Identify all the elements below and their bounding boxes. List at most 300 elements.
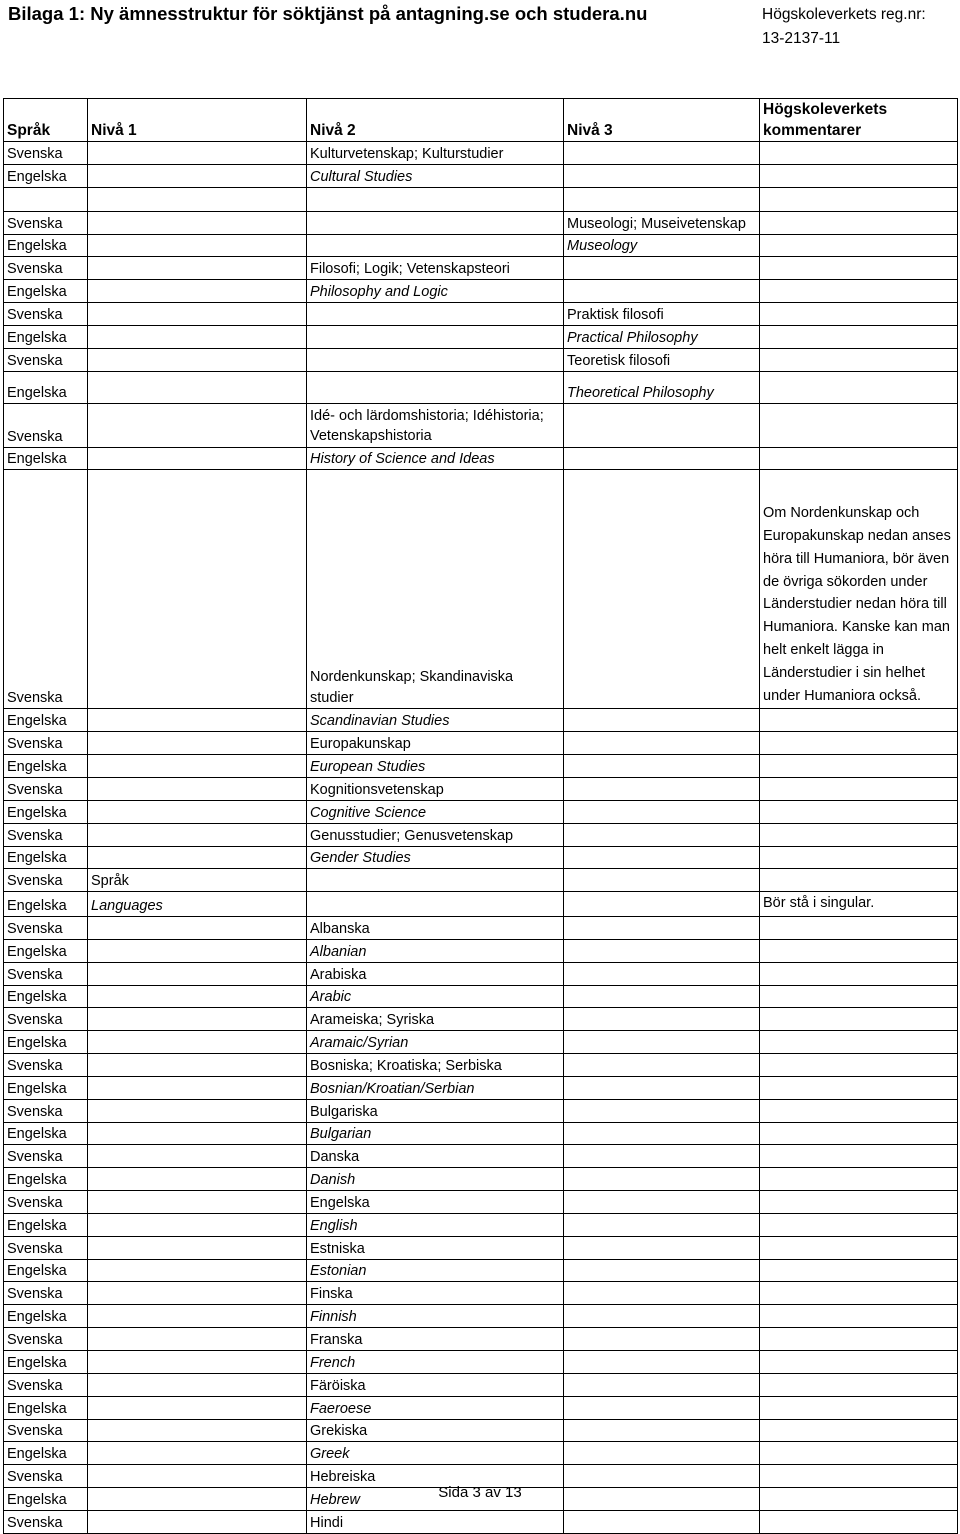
table-row — [4, 187, 958, 211]
cell-comment — [760, 1008, 958, 1031]
table-row — [4, 777, 958, 800]
cell-language: Engelska — [4, 939, 88, 962]
table-row — [4, 892, 958, 917]
cell-level-1 — [88, 846, 307, 869]
table-row — [4, 869, 958, 892]
cell-language: Engelska — [4, 709, 88, 732]
cell-language: Svenska — [4, 470, 88, 709]
cell-level-2: Europakunskap — [307, 732, 564, 755]
cell-level-2: Greek — [307, 1442, 564, 1465]
cell-language: Engelska — [4, 1076, 88, 1099]
cell-language: Engelska — [4, 1488, 88, 1511]
cell-language: Svenska — [4, 962, 88, 985]
cell-level-2: Arabic — [307, 985, 564, 1008]
table-header-row — [4, 99, 958, 142]
cell-comment — [760, 280, 958, 303]
table-row — [4, 1213, 958, 1236]
cell-level-1 — [88, 164, 307, 187]
cell-language: Svenska — [4, 777, 88, 800]
table-body — [4, 142, 958, 1534]
cell-level-2 — [307, 187, 564, 211]
cell-level-1: Languages — [88, 892, 307, 917]
cell-level-3 — [564, 1099, 760, 1122]
cell-language: Svenska — [4, 823, 88, 846]
cell-level-1 — [88, 280, 307, 303]
cell-level-3 — [564, 164, 760, 187]
cell-level-2: Franska — [307, 1328, 564, 1351]
cell-level-3 — [564, 1236, 760, 1259]
cell-comment — [760, 187, 958, 211]
cell-level-3 — [564, 1076, 760, 1099]
cell-comment — [760, 1122, 958, 1145]
cell-level-3 — [564, 142, 760, 165]
cell-language: Svenska — [4, 1054, 88, 1077]
cell-comment — [760, 1510, 958, 1533]
cell-level-3 — [564, 1396, 760, 1419]
cell-comment — [760, 1145, 958, 1168]
cell-level-3 — [564, 1282, 760, 1305]
table-row — [4, 1099, 958, 1122]
cell-level-1 — [88, 1076, 307, 1099]
cell-comment — [760, 1076, 958, 1099]
cell-level-2: Kognitionsvetenskap — [307, 777, 564, 800]
table-row — [4, 800, 958, 823]
cell-comment — [760, 447, 958, 470]
cell-level-1 — [88, 1145, 307, 1168]
cell-language: Svenska — [4, 1328, 88, 1351]
cell-language: Svenska — [4, 1373, 88, 1396]
cell-level-3 — [564, 962, 760, 985]
cell-level-3: Practical Philosophy — [564, 325, 760, 348]
cell-level-2: Scandinavian Studies — [307, 709, 564, 732]
cell-level-1 — [88, 1099, 307, 1122]
cell-level-3 — [564, 823, 760, 846]
table-row — [4, 211, 958, 234]
table-row — [4, 1168, 958, 1191]
table-row — [4, 1396, 958, 1419]
cell-level-1 — [88, 1510, 307, 1533]
table-row — [4, 447, 958, 470]
table-row — [4, 142, 958, 165]
cell-comment — [760, 709, 958, 732]
cell-level-1 — [88, 325, 307, 348]
registration-value: 13-2137-11 — [762, 30, 841, 47]
cell-level-3 — [564, 1351, 760, 1374]
cell-level-2: Hindi — [307, 1510, 564, 1533]
cell-level-1 — [88, 1213, 307, 1236]
cell-language: Engelska — [4, 1168, 88, 1191]
table-row — [4, 1510, 958, 1533]
table-row — [4, 1031, 958, 1054]
table-row — [4, 1442, 958, 1465]
cell-language: Svenska — [4, 1191, 88, 1214]
col-header-language: Språk — [4, 99, 88, 142]
page-number: Sida 3 av 13 — [438, 1484, 522, 1501]
cell-comment — [760, 962, 958, 985]
registration-label: Högskoleverkets reg.nr: — [762, 6, 926, 23]
cell-language: Svenska — [4, 869, 88, 892]
cell-level-2 — [307, 892, 564, 917]
cell-level-2: Gender Studies — [307, 846, 564, 869]
cell-comment — [760, 732, 958, 755]
cell-language: Svenska — [4, 1419, 88, 1442]
cell-level-2: Filosofi; Logik; Vetenskapsteori — [307, 257, 564, 280]
cell-comment — [760, 234, 958, 257]
cell-comment — [760, 211, 958, 234]
cell-comment — [760, 257, 958, 280]
cell-comment — [760, 371, 958, 403]
table-row — [4, 939, 958, 962]
cell-level-2: Faeroese — [307, 1396, 564, 1419]
cell-level-1 — [88, 187, 307, 211]
cell-language: Engelska — [4, 985, 88, 1008]
cell-level-2: Arabiska — [307, 962, 564, 985]
cell-language: Svenska — [4, 303, 88, 326]
cell-level-3 — [564, 1419, 760, 1442]
cell-level-2: English — [307, 1213, 564, 1236]
table-row — [4, 234, 958, 257]
cell-comment — [760, 1259, 958, 1282]
table-row — [4, 1145, 958, 1168]
cell-level-1 — [88, 371, 307, 403]
cell-language: Engelska — [4, 1031, 88, 1054]
cell-level-3: Praktisk filosofi — [564, 303, 760, 326]
cell-comment — [760, 1031, 958, 1054]
cell-level-3 — [564, 1442, 760, 1465]
table-row — [4, 1351, 958, 1374]
table-row — [4, 1419, 958, 1442]
cell-level-2: Estniska — [307, 1236, 564, 1259]
cell-comment — [760, 755, 958, 778]
cell-language: Svenska — [4, 1236, 88, 1259]
cell-comment — [760, 1054, 958, 1077]
cell-language: Engelska — [4, 1259, 88, 1282]
table-row — [4, 1259, 958, 1282]
cell-level-2: Grekiska — [307, 1419, 564, 1442]
table-row — [4, 470, 958, 709]
cell-comment — [760, 403, 958, 447]
cell-level-1 — [88, 777, 307, 800]
cell-level-3: Museologi; Museivetenskap — [564, 211, 760, 234]
cell-level-1 — [88, 1396, 307, 1419]
cell-language: Svenska — [4, 1145, 88, 1168]
cell-level-2: Genusstudier; Genusvetenskap — [307, 823, 564, 846]
cell-language: Engelska — [4, 371, 88, 403]
cell-level-3 — [564, 1328, 760, 1351]
cell-language: Engelska — [4, 1396, 88, 1419]
cell-level-2: Hebreiska — [307, 1465, 564, 1488]
cell-level-1 — [88, 1282, 307, 1305]
cell-level-3: Museology — [564, 234, 760, 257]
table-row — [4, 1328, 958, 1351]
table-row — [4, 846, 958, 869]
cell-comment — [760, 1236, 958, 1259]
cell-level-2: Cognitive Science — [307, 800, 564, 823]
col-header-comments-line2: kommentarer — [763, 122, 862, 139]
cell-level-2: Finnish — [307, 1305, 564, 1328]
cell-level-3 — [564, 1122, 760, 1145]
cell-level-3 — [564, 755, 760, 778]
cell-comment — [760, 777, 958, 800]
col-header-comments-line1: Högskoleverkets — [763, 101, 888, 118]
cell-comment — [760, 1305, 958, 1328]
cell-level-3 — [564, 470, 760, 709]
cell-level-2: French — [307, 1351, 564, 1374]
cell-level-2: Idé- och lärdomshistoria; Idéhistoria; Vetenskapshistoria — [307, 403, 564, 447]
cell-language: Svenska — [4, 403, 88, 447]
cell-level-1 — [88, 939, 307, 962]
cell-language: Engelska — [4, 1122, 88, 1145]
cell-language: Engelska — [4, 1351, 88, 1374]
cell-level-1 — [88, 985, 307, 1008]
cell-level-2: Bosnian/Kroatian/Serbian — [307, 1076, 564, 1099]
cell-level-3 — [564, 280, 760, 303]
cell-comment — [760, 1419, 958, 1442]
cell-level-3 — [564, 1213, 760, 1236]
cell-level-2 — [307, 325, 564, 348]
table-row — [4, 403, 958, 447]
cell-language: Engelska — [4, 1305, 88, 1328]
cell-level-2: Albanska — [307, 916, 564, 939]
table-row — [4, 325, 958, 348]
cell-language: Svenska — [4, 1099, 88, 1122]
cell-level-1 — [88, 1442, 307, 1465]
cell-language: Svenska — [4, 1465, 88, 1488]
cell-level-3 — [564, 403, 760, 447]
registration-number — [762, 3, 926, 51]
cell-comment — [760, 1442, 958, 1465]
cell-language: Svenska — [4, 1510, 88, 1533]
cell-level-2: Danish — [307, 1168, 564, 1191]
cell-level-3 — [564, 1373, 760, 1396]
cell-level-3 — [564, 1191, 760, 1214]
cell-level-3 — [564, 800, 760, 823]
cell-comment: Om Nordenkunskap och Europakunskap nedan anses höra till Humaniora, bör även de övriga sökorden under Länderstudier nedan höra till Humaniora. Kanske kan man helt enkelt lägga in Länderstudier i sin helhet under Humaniora också. — [760, 470, 958, 709]
cell-level-3 — [564, 1510, 760, 1533]
cell-level-2: Bulgarian — [307, 1122, 564, 1145]
cell-level-3 — [564, 1305, 760, 1328]
col-header-level-2: Nivå 2 — [307, 99, 564, 142]
table-row — [4, 1008, 958, 1031]
table-row — [4, 1122, 958, 1145]
cell-level-3 — [564, 846, 760, 869]
subject-structure-table — [3, 98, 958, 1534]
cell-level-2 — [307, 234, 564, 257]
cell-level-1 — [88, 732, 307, 755]
table-row — [4, 732, 958, 755]
cell-language: Engelska — [4, 325, 88, 348]
cell-level-2: Estonian — [307, 1259, 564, 1282]
cell-level-1 — [88, 1122, 307, 1145]
cell-level-1 — [88, 755, 307, 778]
cell-level-2: Philosophy and Logic — [307, 280, 564, 303]
cell-comment — [760, 916, 958, 939]
col-header-level-1: Nivå 1 — [88, 99, 307, 142]
cell-level-3 — [564, 1259, 760, 1282]
cell-level-1: Språk — [88, 869, 307, 892]
cell-level-3: Theoretical Philosophy — [564, 371, 760, 403]
cell-level-1 — [88, 1031, 307, 1054]
table-row — [4, 823, 958, 846]
cell-level-3 — [564, 916, 760, 939]
cell-level-2: European Studies — [307, 755, 564, 778]
cell-level-3 — [564, 892, 760, 917]
table-row — [4, 257, 958, 280]
cell-comment — [760, 1168, 958, 1191]
cell-level-3 — [564, 1031, 760, 1054]
cell-comment — [760, 1328, 958, 1351]
cell-level-1 — [88, 234, 307, 257]
cell-level-1 — [88, 823, 307, 846]
cell-level-2 — [307, 371, 564, 403]
cell-level-2: Bulgariska — [307, 1099, 564, 1122]
cell-comment — [760, 1373, 958, 1396]
table-row — [4, 709, 958, 732]
cell-comment — [760, 164, 958, 187]
cell-language: Engelska — [4, 234, 88, 257]
cell-language: Engelska — [4, 1213, 88, 1236]
cell-level-1 — [88, 348, 307, 371]
table-row — [4, 1305, 958, 1328]
cell-level-2: Finska — [307, 1282, 564, 1305]
cell-comment — [760, 823, 958, 846]
cell-comment — [760, 939, 958, 962]
cell-level-2 — [307, 211, 564, 234]
cell-comment — [760, 142, 958, 165]
cell-level-3 — [564, 777, 760, 800]
cell-level-3 — [564, 257, 760, 280]
cell-language: Engelska — [4, 892, 88, 917]
cell-language: Svenska — [4, 732, 88, 755]
cell-comment — [760, 303, 958, 326]
cell-comment — [760, 325, 958, 348]
cell-level-1 — [88, 1305, 307, 1328]
cell-level-2 — [307, 303, 564, 326]
cell-level-3 — [564, 709, 760, 732]
cell-level-2: Cultural Studies — [307, 164, 564, 187]
cell-level-2 — [307, 348, 564, 371]
table-row — [4, 280, 958, 303]
cell-language: Svenska — [4, 142, 88, 165]
cell-level-3 — [564, 1145, 760, 1168]
cell-level-2: Engelska — [307, 1191, 564, 1214]
cell-level-1 — [88, 470, 307, 709]
table-row — [4, 1076, 958, 1099]
cell-comment — [760, 1351, 958, 1374]
cell-level-2: Färöiska — [307, 1373, 564, 1396]
cell-comment — [760, 869, 958, 892]
table-row — [4, 755, 958, 778]
cell-level-1 — [88, 403, 307, 447]
cell-language: Svenska — [4, 1008, 88, 1031]
cell-language: Engelska — [4, 164, 88, 187]
table-row — [4, 303, 958, 326]
cell-level-1 — [88, 142, 307, 165]
cell-language: Svenska — [4, 916, 88, 939]
cell-level-3 — [564, 187, 760, 211]
cell-level-1 — [88, 303, 307, 326]
cell-level-3 — [564, 1054, 760, 1077]
cell-level-2: Hebrew — [307, 1488, 564, 1511]
cell-level-1 — [88, 916, 307, 939]
cell-comment — [760, 1099, 958, 1122]
cell-level-3 — [564, 732, 760, 755]
col-header-comments — [760, 99, 958, 142]
table-row — [4, 1236, 958, 1259]
cell-language: Engelska — [4, 755, 88, 778]
cell-level-1 — [88, 1191, 307, 1214]
cell-level-1 — [88, 1259, 307, 1282]
cell-comment — [760, 1396, 958, 1419]
table-row — [4, 985, 958, 1008]
cell-level-1 — [88, 1373, 307, 1396]
cell-language: Engelska — [4, 800, 88, 823]
cell-level-3 — [564, 869, 760, 892]
cell-level-3 — [564, 447, 760, 470]
table-row — [4, 1191, 958, 1214]
table-row — [4, 348, 958, 371]
cell-level-1 — [88, 257, 307, 280]
cell-comment: Bör stå i singular. — [760, 892, 958, 917]
cell-level-2: History of Science and Ideas — [307, 447, 564, 470]
cell-comment — [760, 1282, 958, 1305]
cell-level-3 — [564, 1008, 760, 1031]
table-row — [4, 1282, 958, 1305]
cell-level-3 — [564, 985, 760, 1008]
cell-level-2: Albanian — [307, 939, 564, 962]
cell-comment — [760, 1213, 958, 1236]
cell-level-2: Bosniska; Kroatiska; Serbiska — [307, 1054, 564, 1077]
cell-level-1 — [88, 211, 307, 234]
cell-level-1 — [88, 1168, 307, 1191]
cell-level-1 — [88, 709, 307, 732]
cell-level-2: Aramaic/Syrian — [307, 1031, 564, 1054]
col-header-level-3: Nivå 3 — [564, 99, 760, 142]
cell-level-1 — [88, 1236, 307, 1259]
cell-level-2: Nordenkunskap; Skandinaviska studier — [307, 470, 564, 709]
cell-level-3: Teoretisk filosofi — [564, 348, 760, 371]
cell-level-1 — [88, 447, 307, 470]
cell-language: Engelska — [4, 280, 88, 303]
table-row — [4, 371, 958, 403]
cell-language: Engelska — [4, 447, 88, 470]
cell-language: Engelska — [4, 846, 88, 869]
cell-level-1 — [88, 800, 307, 823]
table-row — [4, 1373, 958, 1396]
cell-comment — [760, 985, 958, 1008]
document-title: Bilaga 1: Ny ämnesstruktur för söktjänst på antagning.se och studera.nu — [8, 3, 648, 24]
table-row — [4, 164, 958, 187]
cell-language: Svenska — [4, 257, 88, 280]
cell-level-1 — [88, 1351, 307, 1374]
cell-language — [4, 187, 88, 211]
cell-language: Engelska — [4, 1442, 88, 1465]
cell-comment — [760, 348, 958, 371]
cell-language: Svenska — [4, 1282, 88, 1305]
cell-level-1 — [88, 1328, 307, 1351]
table-row — [4, 1054, 958, 1077]
cell-language: Svenska — [4, 348, 88, 371]
table-row — [4, 916, 958, 939]
cell-comment — [760, 1191, 958, 1214]
cell-level-3 — [564, 1168, 760, 1191]
cell-level-1 — [88, 962, 307, 985]
table-row — [4, 962, 958, 985]
cell-level-1 — [88, 1008, 307, 1031]
cell-level-2 — [307, 869, 564, 892]
cell-comment — [760, 846, 958, 869]
cell-level-2: Arameiska; Syriska — [307, 1008, 564, 1031]
